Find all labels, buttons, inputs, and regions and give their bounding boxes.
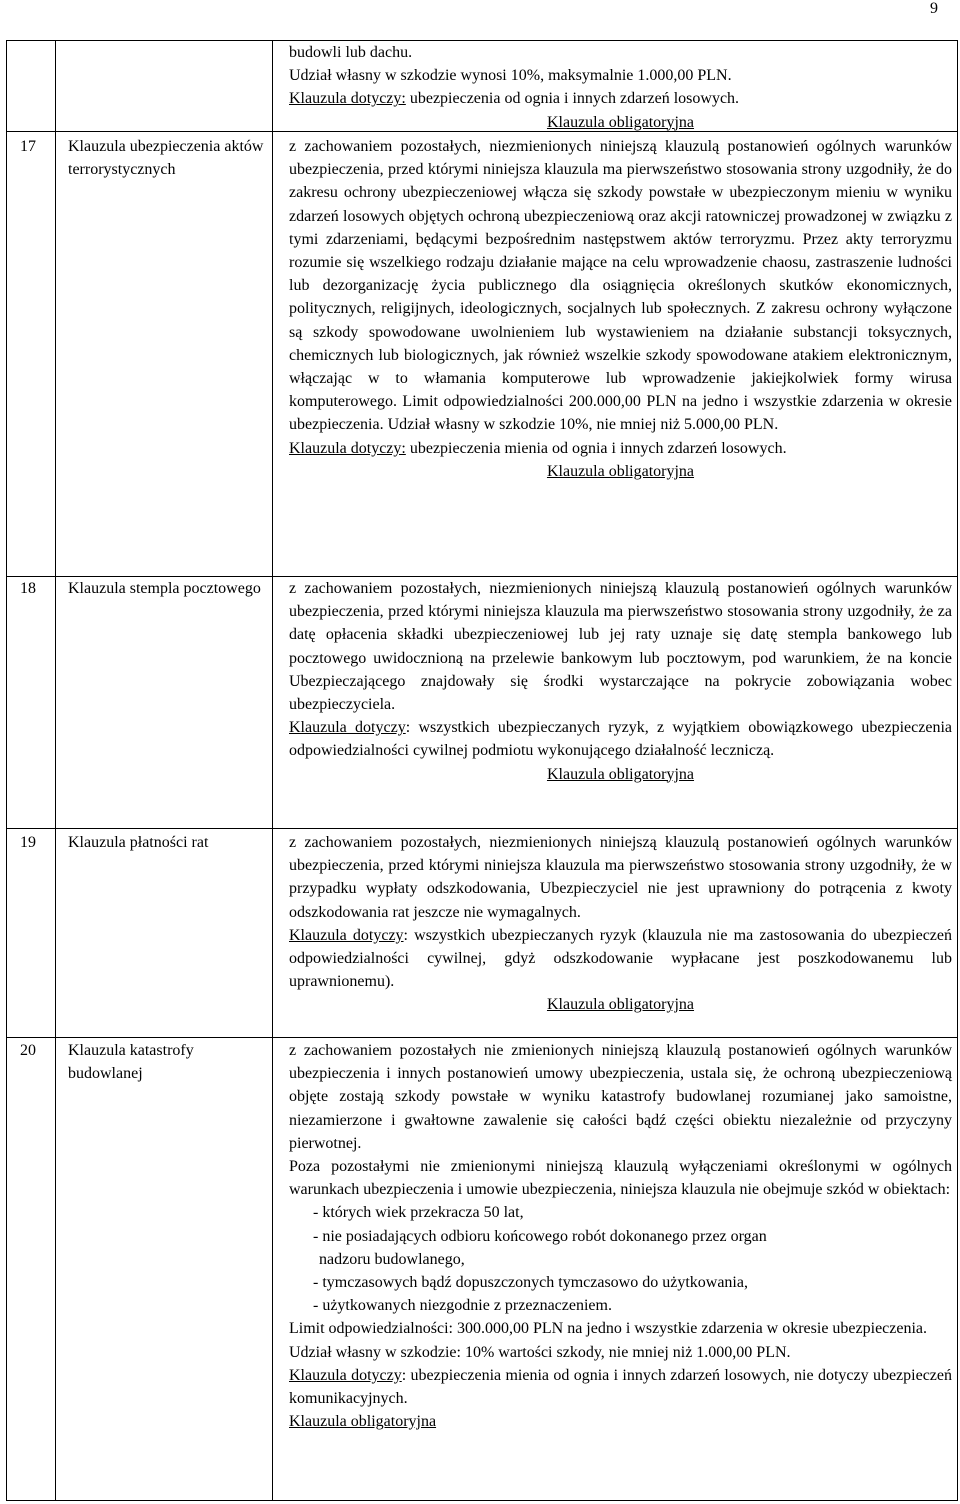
dotyczy-line [289,924,952,994]
obligatory-label: Klauzula obligatoryjna [546,462,695,480]
row-number: 19 [20,834,36,851]
clause-paragraph: z zachowaniem pozostałych, niezmienionych niniejszą klauzulą postanowień ogólnych warunków ubezpieczenia, przed którymi niniejsza klauzula ma pierwszeństwo stosowania strony uzgodniły, że w przypadku wypłaty odszkodowania, Ubezpieczyciel nie jest uprawniony do potrącenia z kwoty odszkodowania rat jeszcze nie wymagalnych. [289,834,952,921]
table-border-left [6,40,7,1501]
clause-content [289,135,952,483]
clause-name: Klauzula płatności rat [68,834,209,851]
clause-name: Klauzula ubezpieczenia aktów terrorystycznych [68,138,264,179]
dotyczy-text: : wszystkich ubezpieczanych ryzyk (klauzula nie ma zastosowania do ubezpieczeń odpowiedzialności cywilnej, gdyż odszkodowanie wypłacane jest poszkodowanemu lub uprawnionemu). [289,926,952,991]
continuation-line: Udział własny w szkodzie wynosi 10%, maksymalnie 1.000,00 PLN. [289,67,732,85]
row-number: 18 [20,580,36,597]
clause-name: Klauzula stempla pocztowego [68,580,261,597]
dotyczy-label: Klauzula dotyczy [289,1366,402,1384]
clause-paragraph: z zachowaniem pozostałych nie zmienionych niniejszą klauzulą postanowień ogólnych warunków ubezpieczenia i innych postanowień umowy ubezpieczenia, ustala się, że ochroną ubezpieczeniową objęte zostają szkody powstałe w wyniku katastrofy budowlanej rozumianej jako samoistne, niezamierzone i gwałtowne zawalenie się całości bądź części obiektu niezależnie od przyczyny pierwotnej. [289,1042,952,1152]
dotyczy-line [289,1364,952,1410]
clauses-table [6,40,958,1501]
clause-paragraph: z zachowaniem pozostałych, niezmienionych niniejszą klauzulą postanowień ogólnych warunków ubezpieczenia, przed którymi niniejsza klauzula ma pierwszeństwo stosowania strony uzgodniły, że do zakresu ochrony ubezpieczeniowej włącza się szkody powstałe w ubezpieczonym mieniu w wyniku zdarzeń losowych objętych ochroną ubezpieczeniową oraz akcji ratowniczej prowadzonej w związku z tymi zdarzeniami, będącymi bezpośrednim następstwem aktów terroryzmu. Przez akty terroryzmu rozumie się wszelkiego rodzaju działanie mające na celu wprowadzenie chaosu, zastraszenie ludności lub dezorganizację życia publicznego dla osiągnięcia określonych skutków ekonomicznych, politycznych, religijnych, ideologicznych, socjalnych lub społecznych. Z zakresu ochrony wyłączone są szkody spowodowane uwolnieniem lub wystawieniem na działanie substancji toksycznych, chemicznych lub biologicznych, jak również wszelkie szkody spowodowane atakiem elektronicznym, włączając w to włamania komputerowe lub wprowadzenie jakiejkolwiek formy wirusa komputerowego. Limit odpowiedzialności 200.000,00 PLN na jedno i wszystkie zdarzenia w okresie ubezpieczenia. Udział własny w szkodzie 10%, nie mniej niż 5.000,00 PLN. [289,138,952,434]
clause-paragraph: z zachowaniem pozostałych, niezmienionych niniejszą klauzulą postanowień ogólnych warunków ubezpieczenia, przed którymi niniejsza klauzula ma pierwszeństwo stosowania strony uzgodniły, że za datę opłacenia składki ubezpieczeniowej lub jej raty uznaje się datę stempla bankowego lub pocztowego uwidocznioną na przelewie bankowym lub pocztowym, pod warunkiem, że na koncie Ubezpieczającego znajdowały się środki wystarczające na pokrycie zobowiązania wobec ubezpieczyciela. [289,580,952,714]
table-border-right [957,40,958,1501]
dotyczy-text: : wszystkich ubezpieczanych ryzyk, z wyjątkiem obowiązkowego ubezpieczenia odpowiedzialności cywilnej podmiotu wykonującego działalność leczniczą. [289,719,953,760]
list-item: - których wiek przekracza 50 lat, [313,1204,524,1222]
obligatory-label: Klauzula obligatoryjna [546,765,695,783]
obligatory-label: Klauzula obligatoryjna [289,1413,437,1431]
list-item: - tymczasowych bądź dopuszczonych tymczasowo do użytkowania, [313,1274,748,1292]
page-number: 9 [930,0,938,17]
dotyczy-label: Klauzula dotyczy: [289,90,406,108]
limit-line: Limit odpowiedzialności: 300.000,00 PLN na jedno i wszystkie zdarzenia w okresie ubezpieczenia. [289,1320,928,1338]
dotyczy-label: Klauzula dotyczy [289,926,404,944]
row-divider [6,1037,958,1038]
column-divider [272,40,273,1501]
dotyczy-text: ubezpieczenia mienia od ognia i innych zdarzeń losowych. [405,439,787,457]
clause-content [289,831,952,1017]
dotyczy-line [289,437,952,460]
list-item: - użytkowanych niezgodnie z przeznaczeniem. [313,1297,612,1315]
row-number: 17 [20,138,36,155]
row-divider [6,828,958,829]
row-number: 20 [20,1042,36,1059]
deductible-line: Udział własny w szkodzie: 10% wartości szkody, nie mniej niż 1.000,00 PLN. [289,1343,791,1361]
dotyczy-line [289,716,952,762]
clause-paragraph: Poza pozostałymi nie zmienionymi niniejszą klauzulą wyłączeniami określonymi w ogólnych warunkach ubezpieczenia i umowie ubezpieczenia, niniejsza klauzula nie obejmuje szkód w obiektach: [289,1158,952,1199]
dotyczy-line [289,87,952,110]
list-item: - nie posiadających odbioru końcowego robót dokonanego przez organ [313,1227,767,1245]
list-item: nadzoru budowlanego, [319,1250,465,1268]
continuation-cell [289,41,952,134]
clause-content [289,1039,952,1433]
continuation-line: budowli lub dachu. [289,44,413,61]
dotyczy-label: Klauzula dotyczy [289,719,406,737]
clause-content [289,577,952,786]
obligatory-label: Klauzula obligatoryjna [546,996,695,1014]
table-border-bottom [6,1500,958,1501]
column-divider [55,40,56,1501]
obligatory-label: Klauzula obligatoryjna [546,113,695,131]
dotyczy-label: Klauzula dotyczy: [289,439,406,457]
dotyczy-text: : ubezpieczenia mienia od ognia i innych zdarzeń losowych, nie dotyczy ubezpieczeń komunikacyjnych. [289,1366,952,1408]
clause-name: Klauzula katastrofy budowlanej [68,1042,194,1083]
dotyczy-text: ubezpieczenia od ognia i innych zdarzeń losowych. [405,90,740,108]
